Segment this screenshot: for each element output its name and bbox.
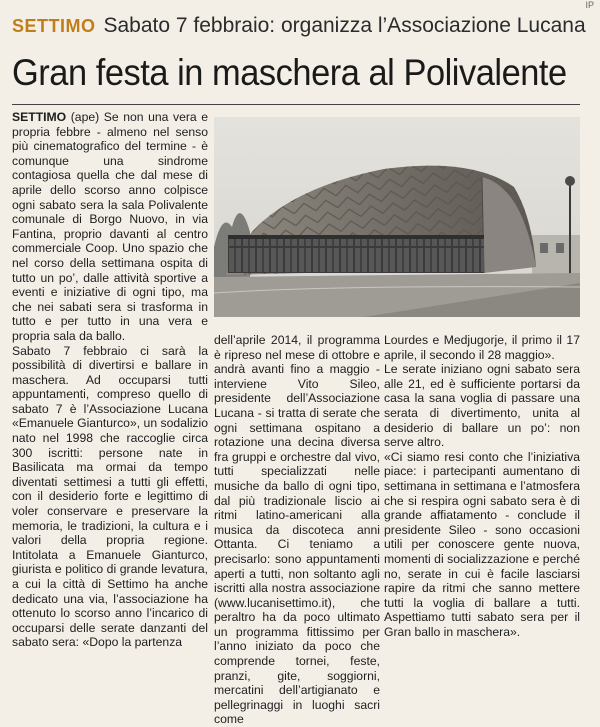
paragraph: Le serate iniziano ogni sabato sera alle 21, ed è sufficiente portarsi da casa la sana voglia di passare una serata di divertimento, unita al desiderio di ballare un po’: non serve altro. [384, 362, 580, 450]
paragraph [12, 110, 208, 344]
kicker-text: Sabato 7 febbraio: organizza l’Associazione Lucana [103, 14, 586, 37]
paragraph: dell’aprile 2014, il programma è ripreso nel mese di ottobre e andrà avanti fino a maggio - interviene Vito Sileo, presidente dell’Associazione Lucana - si tratta di serate che ogni settimana ospitano a rotazione una decina diversa fra gruppi e orchestre dal vivo, tutti specializzati nelle musiche da ballo di ogni tipo, dal più tradizionale liscio ai ritmi latino-americani alla musica da discoteca anni Ottanta. Ci teniamo a precisarlo: sono appuntamenti aperti a tutti, non soltanto agli iscritti alla nostra associazione (www.lucanisettimo.it), che peraltro ha da poco ultimato un programma fittissimo per l’anno iniziato da poco che comprende tornei, feste, pranzi, gite, soggiorni, mercatini dell’artigianato e pellegrinaggi in luoghi sacri come [214, 333, 380, 727]
paragraph: «Ci siamo resi conto che l’iniziativa piace: i partecipanti aumentano di settimana in settimana e l’atmosfera che si respira ogni sabato sera è di grande affiatamento - conclude il presidente Sileo - sono occasioni utili per conoscere gente nuova, momenti di socializzazione e perché no, serate in cui è facile lasciarsi rapire da ritmi che sanno mettere tutti la voglia di ballare a tutti. Aspettiamo tutti sabato sera per il Gran ballo in maschera». [384, 449, 580, 639]
paragraph: Sabato 7 febbraio ci sarà la possibilità di divertirsi e ballare in maschera. Ad occuparsi tutti appuntamenti, compreso quello di sabato 7 è l’Associazione Lucana «Emanuele Gianturco», un sodalizio nato nel 1998 che raccoglie circa 300 iscritti: persone nate in Basilicata ma ormai da tempo diventati settimesi a tutti gli effetti, con il desiderio forte e legittimo di voler conservare e preservare la memoria, le tradizioni, la cultura e i valori della propria regione. Intitolata a Emanuele Gianturco, giurista e politico di grande levatura, a cui la città di Settimo ha anche dedicato una via, l’associazione ha ottenuto lo scorso anno l’incarico di occuparsi delle serate danzanti del sabato sera: «Dopo la partenza [12, 343, 208, 650]
paragraph-text: Se non una vera e propria febbre - almeno nel senso più cinematografico del termine - è comunque una sindrome contagiosa quella che dal mese di aprile dello scorso anno colpisce ogni sabato sera la sala Polivalente comunale di Borgo Nuovo, in via Fantina, proprio davanti al centro commerciale Coop. Uno spazio che nel corso della settimana ospita di tutto un po’, dalle attività sportive a eventi e iniziative di ogni tipo, ma che nei sabati sera si trasforma in tutto e per tutto in una vera e propria sala da ballo. [12, 110, 209, 343]
paragraph: Lourdes e Medjugorje, il primo il 17 aprile, il secondo il 28 maggio». [384, 333, 580, 362]
article-column-1 [12, 110, 208, 650]
headline: Gran festa in maschera al Polivalente [12, 52, 567, 93]
kicker-row [12, 12, 586, 40]
dateline: SETTIMO [12, 110, 67, 124]
article-column-3 [384, 333, 580, 639]
corner-mark: IP [585, 0, 594, 10]
polivalente-hall-photo [214, 117, 580, 317]
article-column-2 [214, 333, 380, 727]
byline: (ape) [70, 110, 100, 124]
section-label: SETTIMO [12, 15, 96, 36]
headline-rule [12, 104, 580, 105]
photo-svg [214, 117, 580, 317]
